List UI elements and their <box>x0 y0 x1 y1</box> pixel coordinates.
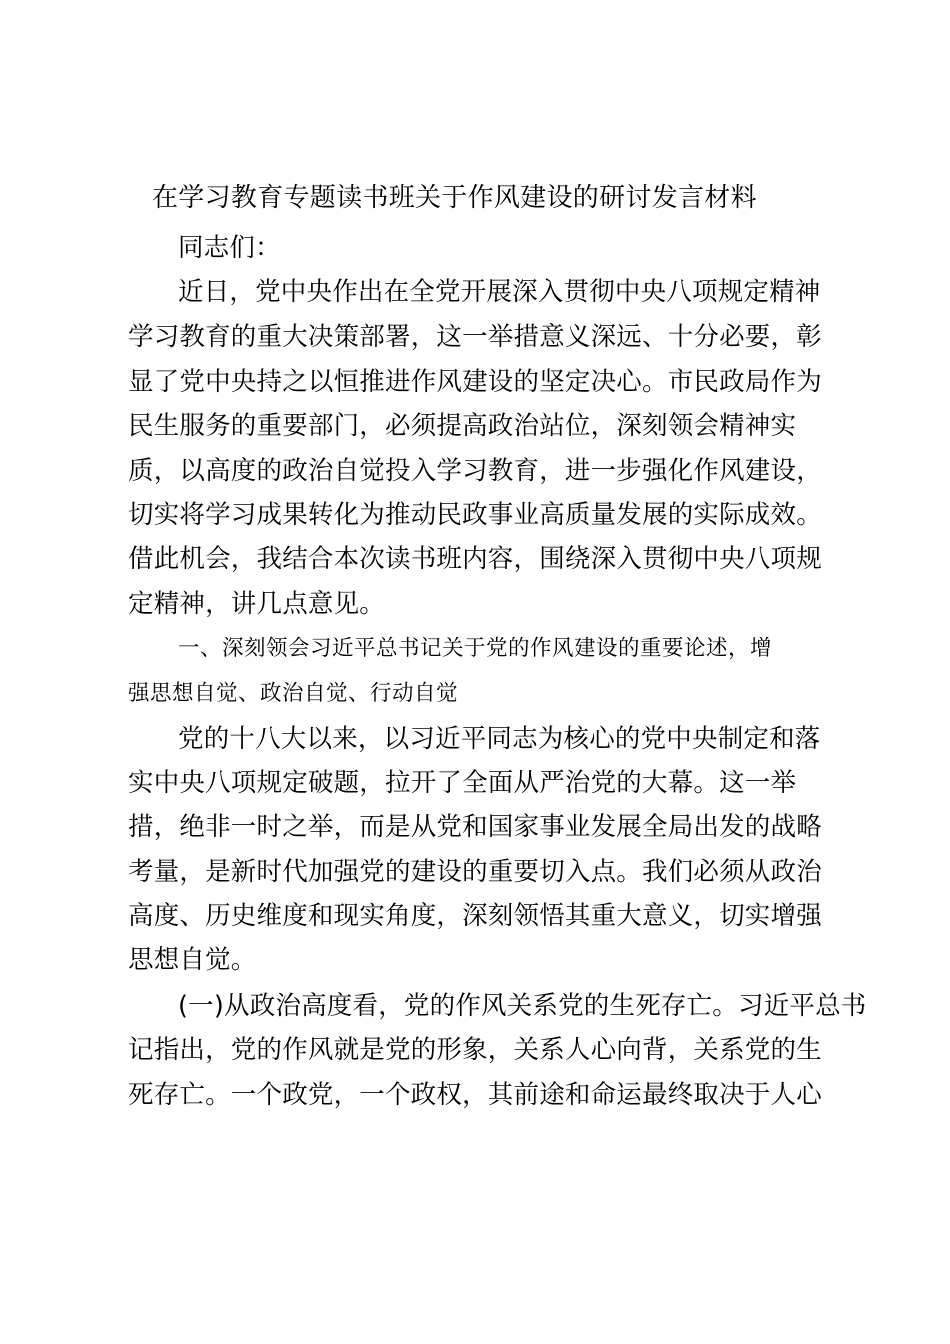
section-heading-line-2: 强思想自觉、政治自觉、行动自觉 <box>128 681 459 706</box>
paragraph-1-line-7: 借此机会，我结合本次读书班内容，围绕深入贯彻中央八项规 <box>128 544 822 574</box>
paragraph-2-line-3: 措，绝非一时之举，而是从党和国家事业发展全局出发的战略 <box>128 812 822 842</box>
paragraph-3-line-2: 记指出，党的作风就是党的形象，关系人心向背，关系党的生 <box>128 1035 822 1065</box>
paragraph-2-line-6: 思想自觉。 <box>128 945 257 975</box>
salutation: 同志们： <box>178 233 281 263</box>
paragraph-3-line-1: (一)从政治高度看，党的作风关系党的生死存亡。习近平总书 <box>178 991 867 1021</box>
section-heading-line-1: 一、深刻领会习近平总书记关于党的作风建设的重要论述，增 <box>178 636 773 661</box>
paragraph-2-line-4: 考量，是新时代加强党的建设的重要切入点。我们必须从政治 <box>128 857 822 887</box>
paragraph-2-line-5: 高度、历史维度和现实角度，深刻领悟其重大意义，切实增强 <box>128 901 822 931</box>
paragraph-1-line-3: 显了党中央持之以恒推进作风建设的坚定决心。市民政局作为 <box>128 367 822 397</box>
paragraph-1-line-5: 质，以高度的政治自觉投入学习教育，进一步强化作风建设， <box>128 456 822 486</box>
paragraph-1-line-2: 学习教育的重大决策部署，这一举措意义深远、十分必要，彰 <box>128 322 822 352</box>
document-title: 在学习教育专题读书班关于作风建设的研讨发言材料 <box>152 183 757 213</box>
paragraph-2-line-2: 实中央八项规定破题，拉开了全面从严治党的大幕。这一举 <box>128 768 797 798</box>
paragraph-2-line-1: 党的十八大以来，以习近平同志为核心的党中央制定和落 <box>178 724 821 754</box>
paragraph-1-line-4: 民生服务的重要部门，必须提高政治站位，深刻领会精神实 <box>128 411 797 441</box>
paragraph-1-line-6: 切实将学习成果转化为推动民政事业高质量发展的实际成效。 <box>128 500 822 530</box>
paragraph-3-line-3: 死存亡。一个政党，一个政权，其前途和命运最终取决于人心 <box>128 1080 822 1110</box>
paragraph-1-line-1: 近日，党中央作出在全党开展深入贯彻中央八项规定精神 <box>178 277 821 307</box>
paragraph-1-line-8: 定精神，讲几点意见。 <box>128 589 386 619</box>
